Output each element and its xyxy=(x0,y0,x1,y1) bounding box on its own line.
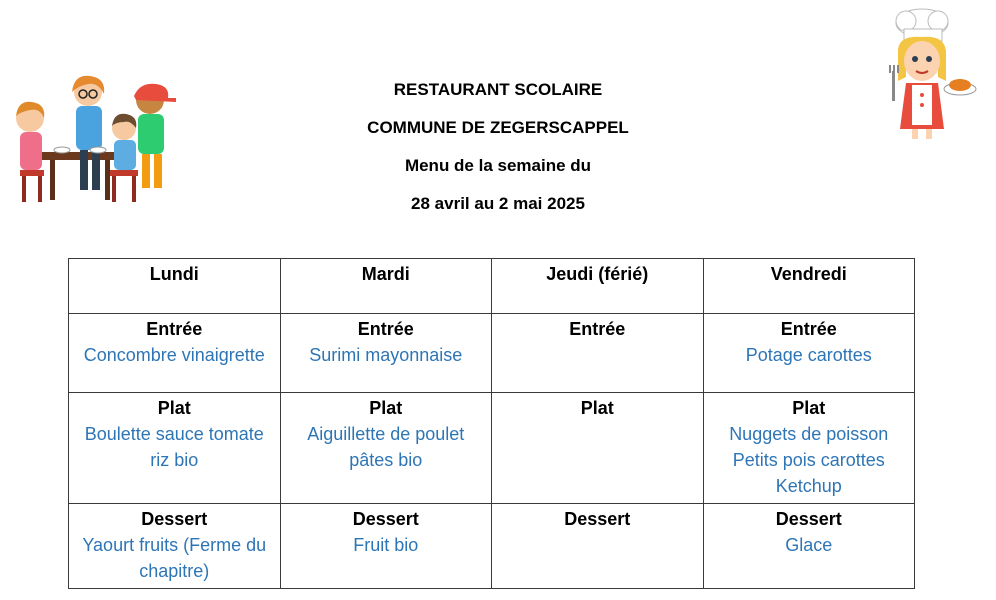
course-label: Entrée xyxy=(569,319,626,339)
weekly-menu-table xyxy=(68,258,915,589)
course-label: Dessert xyxy=(775,509,842,529)
day-header-monday: Lundi xyxy=(69,259,281,314)
dish-name: Glace xyxy=(785,535,833,555)
dish-name: Aiguillette de poulet xyxy=(307,424,465,444)
cell-dessert-tuesday xyxy=(280,504,492,589)
cell-entree-tuesday xyxy=(280,314,492,393)
course-label: Dessert xyxy=(352,509,419,529)
table-row-plat xyxy=(69,393,915,504)
cell-dessert-thursday xyxy=(492,504,704,589)
cell-entree-thursday xyxy=(492,314,704,393)
commune-name: COMMUNE DE ZEGERSCAPPEL xyxy=(367,118,629,137)
course-label: Entrée xyxy=(146,319,203,339)
dish-name: Nuggets de poisson xyxy=(729,424,889,444)
cell-dessert-friday xyxy=(703,504,915,589)
dish-name: Petits pois carottes xyxy=(732,450,885,470)
course-label: Plat xyxy=(580,398,614,418)
day-header-thursday: Jeudi (férié) xyxy=(492,259,704,314)
cell-plat-tuesday xyxy=(280,393,492,504)
course-label: Plat xyxy=(369,398,403,418)
dish-name: Surimi mayonnaise xyxy=(309,345,463,365)
dish-name: Concombre vinaigrette xyxy=(83,345,265,365)
dish-name: Boulette sauce tomate riz bio xyxy=(84,424,264,470)
cell-plat-thursday xyxy=(492,393,704,504)
restaurant-title: RESTAURANT SCOLAIRE xyxy=(393,80,603,99)
menu-week-label: Menu de la semaine du xyxy=(404,156,592,175)
table-row-dessert xyxy=(69,504,915,589)
course-label: Dessert xyxy=(564,509,631,529)
cell-plat-friday xyxy=(703,393,915,504)
dish-name: pâtes bio xyxy=(349,450,423,470)
dish-name: Potage carottes xyxy=(745,345,872,365)
cell-entree-friday xyxy=(703,314,915,393)
dish-name: Ketchup xyxy=(775,476,842,496)
day-header-tuesday: Mardi xyxy=(280,259,492,314)
course-label: Entrée xyxy=(357,319,414,339)
menu-date-range: 28 avril au 2 mai 2025 xyxy=(411,194,585,213)
table-header-row xyxy=(69,259,915,314)
course-label: Dessert xyxy=(141,509,208,529)
course-label: Plat xyxy=(157,398,191,418)
table-row-entree xyxy=(69,314,915,393)
dish-name: Fruit bio xyxy=(353,535,419,555)
cell-plat-monday xyxy=(69,393,281,504)
cell-entree-monday xyxy=(69,314,281,393)
course-label: Entrée xyxy=(780,319,837,339)
dish-name: Yaourt fruits (Ferme du chapitre) xyxy=(82,535,267,581)
day-header-friday: Vendredi xyxy=(703,259,915,314)
course-label: Plat xyxy=(792,398,826,418)
menu-header xyxy=(0,78,996,230)
cell-dessert-monday xyxy=(69,504,281,589)
